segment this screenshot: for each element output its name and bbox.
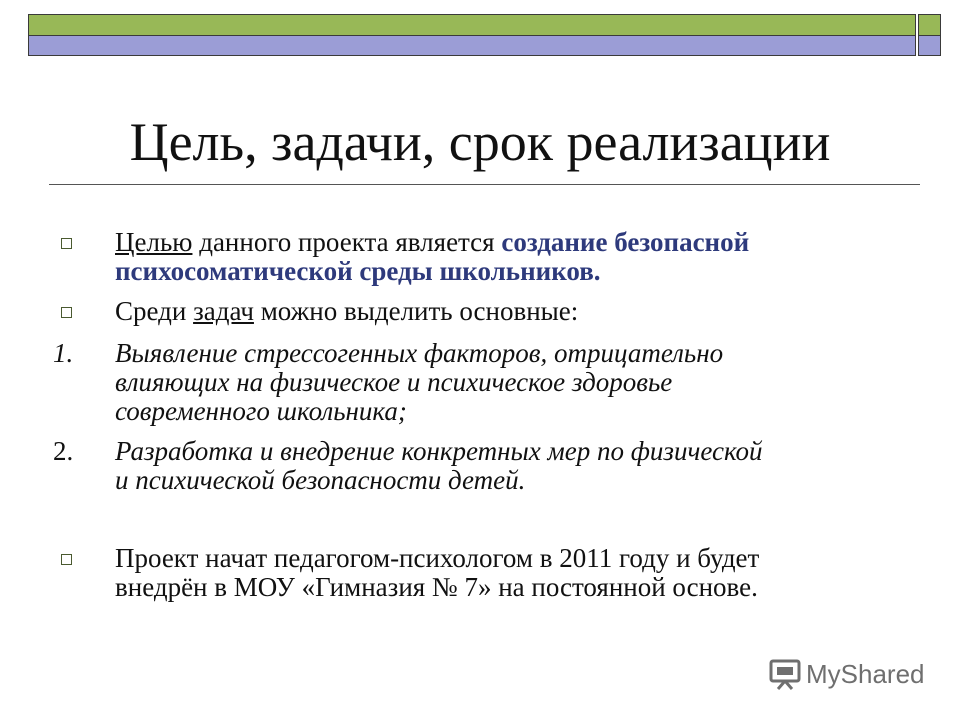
watermark-logo — [768, 658, 925, 690]
project-item — [115, 544, 915, 602]
goal-underlined-word: Целью — [115, 227, 193, 257]
task1-line: влияющих на физическое и психическое здоровье — [115, 367, 673, 397]
project-line: внедрён в МОУ «Гимназия № 7» на постоянной основе. — [115, 572, 758, 602]
square-bullet-icon — [61, 307, 72, 318]
tasks-intro-before: Среди — [115, 296, 194, 326]
slide-title: Цель, задачи, срок реализации — [129, 112, 831, 172]
goal-accent-line2: психосоматической среды школьников. — [115, 256, 601, 286]
task1-marker: 1. — [53, 338, 74, 368]
task1-line: современного школьника; — [115, 396, 407, 426]
task1-text — [115, 339, 915, 426]
header-square-blue — [918, 36, 941, 56]
header-bar-blue — [28, 36, 916, 56]
square-bullet-icon — [61, 554, 72, 565]
square-bullet-icon — [61, 238, 72, 249]
title-divider — [49, 184, 920, 185]
goal-text: данного проекта является — [192, 227, 502, 257]
task2-text — [115, 437, 915, 495]
task1-line: Выявление стрессогенных факторов, отрицательно — [115, 338, 724, 368]
watermark-text: MyShared — [806, 658, 925, 689]
task2-line: Разработка и внедрение конкретных мер по физической — [115, 436, 763, 466]
project-line: Проект начат педагогом-психологом в 2011 году и будет — [115, 543, 760, 573]
goal-item — [115, 228, 915, 286]
tasks-intro-after: можно выделить основные: — [253, 296, 579, 326]
task2-line: и психической безопасности детей. — [115, 465, 526, 495]
header-bar-green — [28, 14, 916, 36]
tasks-underlined-word: задач — [193, 296, 254, 326]
goal-accent-line1: создание безопасной — [501, 227, 750, 257]
header-square-green — [918, 14, 941, 36]
tasks-intro — [115, 297, 915, 326]
presentation-board-icon — [768, 658, 802, 690]
task2-marker: 2. — [53, 436, 74, 466]
